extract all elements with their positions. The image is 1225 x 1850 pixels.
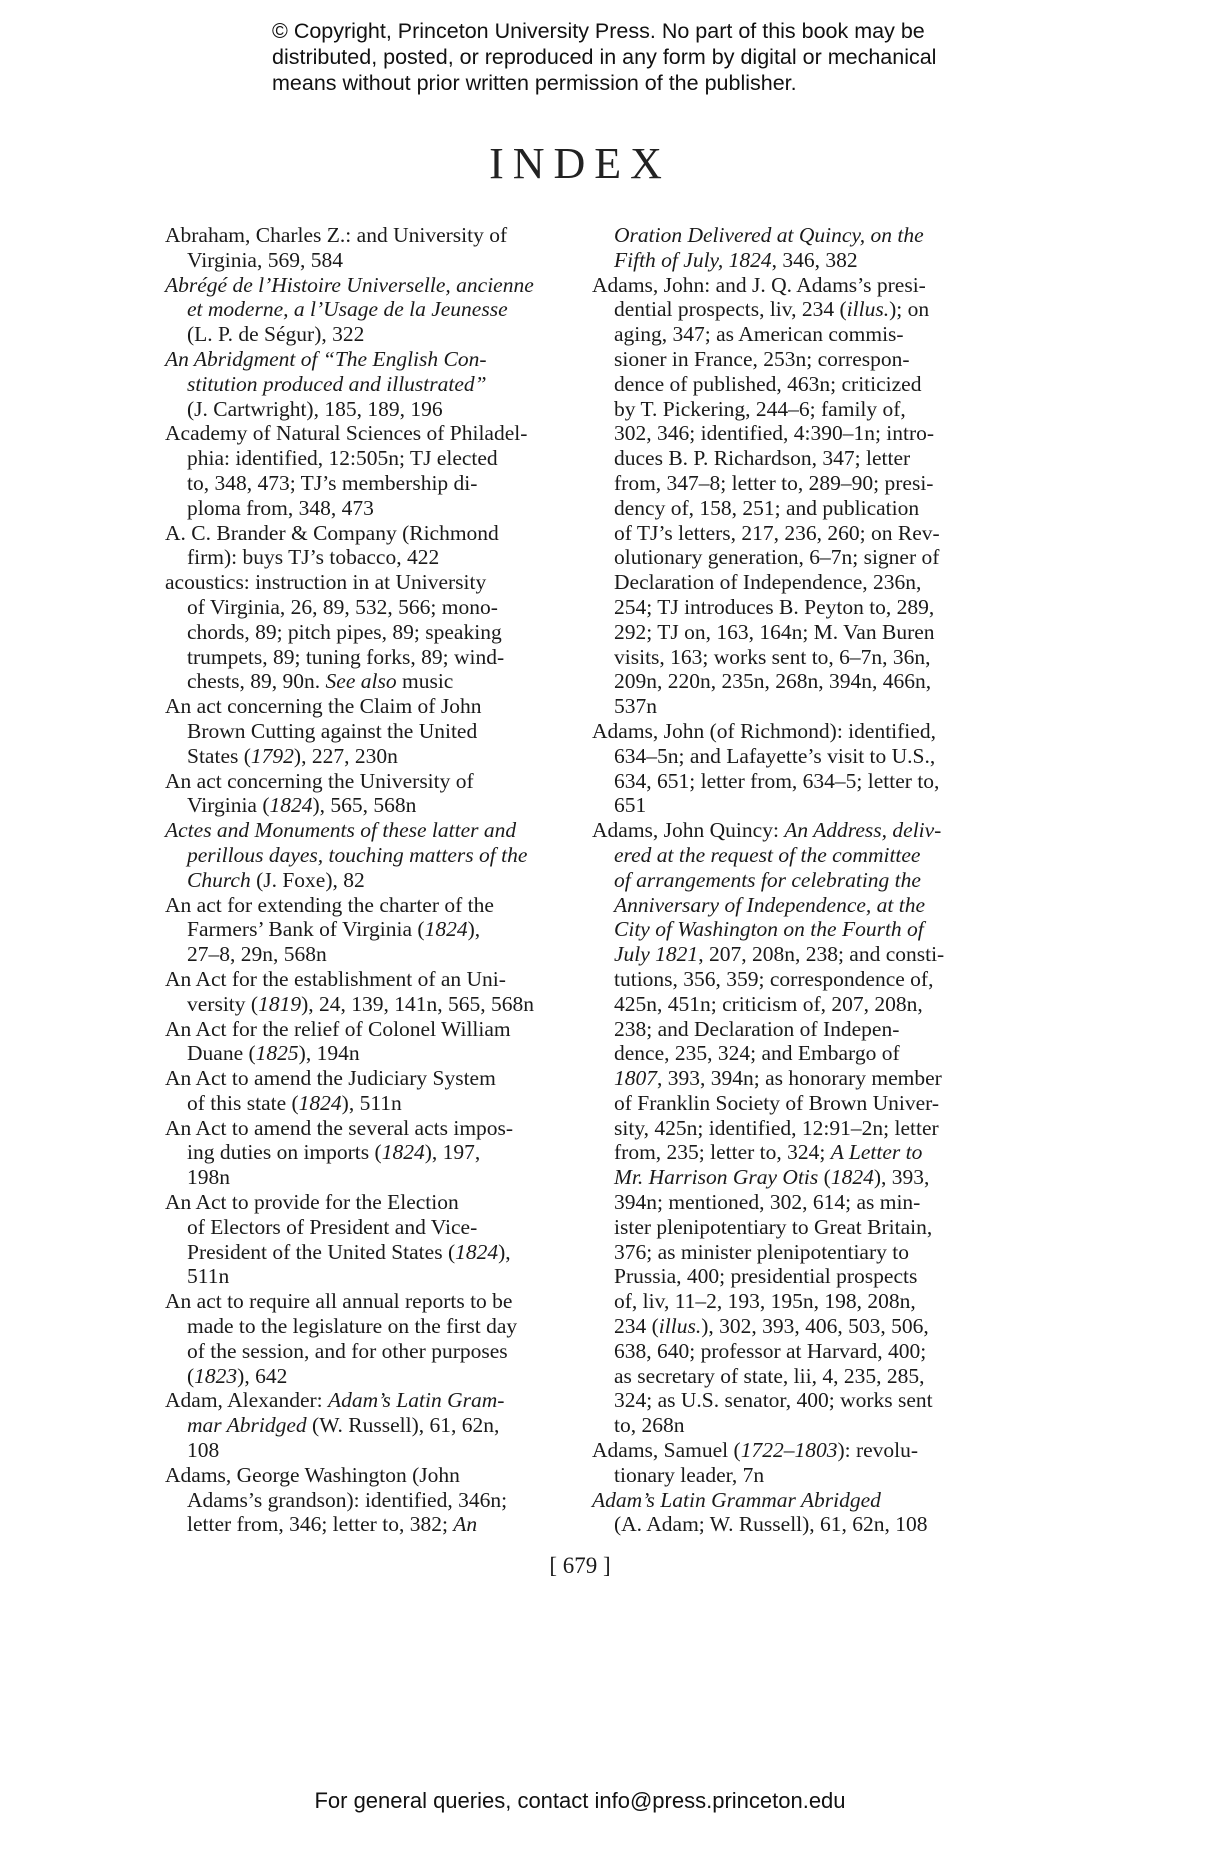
index-column-right — [592, 223, 1012, 1537]
index-text-italic: Church — [187, 867, 251, 892]
index-line — [592, 917, 1012, 942]
index-text: A. C. Brander & Company (Richmond — [165, 520, 499, 545]
index-line — [165, 893, 585, 918]
index-text: chests, 89, 90n. — [187, 669, 326, 694]
index-text: (L. P. de Ségur), 322 — [187, 322, 365, 347]
index-text: from, 347–8; letter to, 289–90; presi- — [614, 470, 934, 495]
index-text: ), 511n — [341, 1090, 402, 1115]
contact-footer: For general queries, contact info@press.princeton.edu — [314, 1788, 846, 1813]
index-line — [165, 397, 585, 422]
index-text: 292; TJ on, 163, 164n; M. Van Buren — [614, 619, 935, 644]
index-line — [592, 397, 1012, 422]
index-line — [165, 1041, 585, 1066]
index-text-italic: of arrangements for celebrating the — [614, 867, 921, 892]
index-text: Adams, John: and J. Q. Adams’s presi- — [592, 272, 926, 297]
index-text: ister plenipotentiary to Great Britain, — [614, 1214, 933, 1239]
index-line — [165, 818, 585, 843]
index-text: Virginia ( — [187, 793, 270, 818]
index-text: (W. Russell), 61, 62n, — [306, 1413, 500, 1438]
index-text-italic: An Address, deliv- — [784, 818, 942, 843]
index-text: ( — [187, 1363, 195, 1388]
page-number: [ 679 ] — [549, 1553, 611, 1578]
index-text: (J. Foxe), 82 — [250, 867, 365, 892]
index-text: ), 393, — [873, 1165, 930, 1190]
index-text-italic: et moderne, a l’Usage de la Jeunesse — [187, 297, 508, 322]
index-line — [592, 1041, 1012, 1066]
index-text: 27–8, 29n, 568n — [187, 942, 327, 967]
index-line — [165, 1017, 585, 1042]
index-line — [165, 1364, 585, 1389]
index-line — [165, 570, 585, 595]
index-line — [592, 645, 1012, 670]
copyright-notice — [272, 18, 1032, 96]
index-text: ), 642 — [237, 1363, 288, 1388]
index-text: 209n, 220n, 235n, 268n, 394n, 466n, — [614, 669, 932, 694]
index-line — [165, 446, 585, 471]
index-text: Farmers’ Bank of Virginia ( — [187, 917, 425, 942]
index-text: of the session, and for other purposes — [187, 1338, 508, 1363]
index-text: An Act to provide for the Election — [165, 1190, 459, 1215]
index-text: of Franklin Society of Brown Univer- — [614, 1090, 939, 1115]
index-line — [592, 1488, 1012, 1513]
index-text: dence, 235, 324; and Embargo of — [614, 1041, 900, 1066]
index-text-italic: 1824 — [381, 1140, 425, 1165]
index-line — [592, 967, 1012, 992]
index-line — [165, 545, 585, 570]
index-text: An act concerning the University of — [165, 768, 474, 793]
index-text: Prussia, 400; presidential prospects — [614, 1264, 918, 1289]
index-text: Academy of Natural Sciences of Philadel- — [165, 421, 528, 446]
index-text: 638, 640; professor at Harvard, 400; — [614, 1338, 927, 1363]
index-line — [592, 1017, 1012, 1042]
index-text: An Act for the establishment of an Uni- — [165, 966, 506, 991]
index-text: States ( — [187, 743, 251, 768]
index-line — [165, 1388, 585, 1413]
index-line — [592, 669, 1012, 694]
index-text: Adams, John (of Richmond): identified, — [592, 718, 936, 743]
index-text: Virginia, 569, 584 — [187, 247, 343, 272]
index-line — [592, 1413, 1012, 1438]
index-line — [165, 521, 585, 546]
index-text-italic: 1824 — [830, 1165, 874, 1190]
index-text: (J. Cartwright), 185, 189, 196 — [187, 396, 443, 421]
index-line — [165, 372, 585, 397]
index-line — [165, 868, 585, 893]
index-line — [592, 893, 1012, 918]
index-text: 254; TJ introduces B. Peyton to, 289, — [614, 594, 935, 619]
index-line — [592, 223, 1012, 248]
index-text: 376; as minister plenipotentiary to — [614, 1239, 909, 1264]
index-line — [165, 1289, 585, 1314]
index-text: sity, 425n; identified, 12:91–2n; letter — [614, 1115, 939, 1140]
index-text: ), 194n — [298, 1041, 360, 1066]
index-text: Duane ( — [187, 1041, 256, 1066]
index-text: ), 24, 139, 141n, 565, 568n — [301, 991, 534, 1016]
index-line — [592, 694, 1012, 719]
index-line — [165, 1066, 585, 1091]
index-line — [165, 322, 585, 347]
index-text: 425n, 451n; criticism of, 207, 208n, — [614, 991, 923, 1016]
index-line — [165, 496, 585, 521]
index-line — [165, 992, 585, 1017]
index-line — [592, 570, 1012, 595]
index-line — [165, 421, 585, 446]
index-text: 634, 651; letter from, 634–5; letter to, — [614, 768, 940, 793]
index-text: versity ( — [187, 991, 259, 1016]
index-text: sioner in France, 253n; correspon- — [614, 346, 910, 371]
index-text-italic: City of Washington on the Fourth of — [614, 917, 924, 942]
index-text: Adam, Alexander: — [165, 1388, 328, 1413]
index-text: An act to require all annual reports to be — [165, 1289, 513, 1314]
index-line — [592, 868, 1012, 893]
index-line — [592, 1165, 1012, 1190]
index-line — [592, 818, 1012, 843]
index-text: An Act to amend the Judiciary System — [165, 1066, 496, 1091]
index-text: ( — [818, 1165, 831, 1190]
index-text: by T. Pickering, 244–6; family of, — [614, 396, 906, 421]
index-line — [165, 1339, 585, 1364]
index-text: visits, 163; works sent to, 6–7n, 36n, — [614, 644, 931, 669]
index-text: Abraham, Charles Z.: and University of — [165, 223, 508, 247]
index-text: of Virginia, 26, 89, 532, 566; mono- — [187, 594, 498, 619]
index-line — [165, 1116, 585, 1141]
index-line — [165, 1488, 585, 1513]
index-text: phia: identified, 12:505n; TJ elected — [187, 446, 498, 471]
index-line — [592, 322, 1012, 347]
index-text: Declaration of Independence, 236n, — [614, 570, 922, 595]
index-text-italic: July 1821 — [614, 942, 699, 967]
index-column-left — [165, 223, 585, 1537]
index-line — [592, 1091, 1012, 1116]
index-text: An Act for the relief of Colonel William — [165, 1016, 511, 1041]
index-text: 324; as U.S. senator, 400; works sent — [614, 1388, 933, 1413]
index-line — [592, 1339, 1012, 1364]
index-text: 238; and Declaration of Indepen- — [614, 1016, 900, 1041]
index-text-italic: A Letter to — [830, 1140, 923, 1165]
index-line — [165, 843, 585, 868]
index-text-italic: 1824 — [424, 917, 468, 942]
index-text: to, 348, 473; TJ’s membership di- — [187, 470, 478, 495]
index-line — [592, 347, 1012, 372]
index-line — [592, 496, 1012, 521]
index-text: An act concerning the Claim of John — [165, 694, 482, 719]
index-text-italic: An — [453, 1512, 478, 1537]
index-line — [592, 1289, 1012, 1314]
index-line — [165, 1165, 585, 1190]
index-line — [592, 521, 1012, 546]
index-line — [592, 1438, 1012, 1463]
index-text: Brown Cutting against the United — [187, 718, 478, 743]
index-text-italic: 1824 — [298, 1090, 342, 1115]
index-text-italic: 1807 — [614, 1066, 657, 1091]
index-line — [592, 719, 1012, 744]
index-text: acoustics: instruction in at University — [165, 570, 487, 595]
index-line — [592, 1264, 1012, 1289]
index-line — [592, 273, 1012, 298]
index-line — [592, 471, 1012, 496]
index-line — [592, 372, 1012, 397]
index-line — [165, 1512, 585, 1537]
index-line — [165, 669, 585, 694]
index-line — [592, 1388, 1012, 1413]
index-text: , 346, 382 — [771, 247, 858, 272]
index-line — [592, 1140, 1012, 1165]
index-line — [165, 744, 585, 769]
index-line — [165, 694, 585, 719]
index-line — [165, 248, 585, 273]
index-text: ); on — [889, 297, 930, 322]
index-text: aging, 347; as American commis- — [614, 322, 904, 347]
index-text: as secretary of state, lii, 4, 235, 285, — [614, 1363, 925, 1388]
index-line — [165, 620, 585, 645]
index-text: chords, 89; pitch pipes, 89; speaking — [187, 619, 502, 644]
index-text-italic: ered at the request of the committee — [614, 842, 921, 867]
index-text-italic: 1825 — [255, 1041, 299, 1066]
index-line — [592, 769, 1012, 794]
index-text: 634–5n; and Lafayette’s visit to U.S., — [614, 743, 936, 768]
index-line — [592, 992, 1012, 1017]
index-text: 537n — [614, 694, 657, 719]
index-line — [592, 1512, 1012, 1537]
index-text: 651 — [614, 793, 647, 818]
index-line — [592, 297, 1012, 322]
index-text: 108 — [187, 1438, 220, 1463]
index-line — [592, 1190, 1012, 1215]
index-text: of TJ’s letters, 217, 236, 260; on Rev- — [614, 520, 940, 545]
index-text-italic: Mr. Harrison Gray Otis — [614, 1165, 819, 1190]
index-line — [165, 1463, 585, 1488]
index-text: letter from, 346; letter to, 382; — [187, 1512, 454, 1537]
index-text-italic: 1824 — [269, 793, 313, 818]
index-text: , 207, 208n, 238; and consti- — [698, 942, 945, 967]
index-text: , 393, 394n; as honorary member — [657, 1066, 942, 1091]
index-line — [165, 1438, 585, 1463]
index-text-italic: Adam’s Latin Grammar Abridged — [592, 1487, 881, 1512]
index-text: ), — [467, 917, 481, 942]
index-line — [592, 942, 1012, 967]
index-text: 302, 346; identified, 4:390–1n; intro- — [614, 421, 935, 446]
index-line — [592, 620, 1012, 645]
index-line — [592, 843, 1012, 868]
index-line — [165, 1140, 585, 1165]
index-text: ), — [498, 1239, 511, 1264]
index-text: made to the legislature on the first day — [187, 1314, 518, 1339]
index-line — [165, 273, 585, 298]
page-title: INDEX — [489, 139, 671, 188]
index-line — [592, 545, 1012, 570]
index-text: from, 235; letter to, 324; — [614, 1140, 831, 1165]
index-text: Adams, Samuel ( — [592, 1438, 741, 1463]
index-line — [165, 1314, 585, 1339]
index-line — [165, 1264, 585, 1289]
index-text-italic: Oration Delivered at Quincy, on the — [614, 223, 924, 247]
index-line — [165, 1413, 585, 1438]
copyright-line: © Copyright, Princeton University Press. No part of this book may be — [272, 19, 925, 43]
index-text-italic: 1824 — [455, 1239, 499, 1264]
index-text: dential prospects, liv, 234 ( — [614, 297, 847, 322]
index-line — [165, 793, 585, 818]
index-text-italic: Adam’s Latin Gram- — [328, 1388, 505, 1413]
index-line — [165, 917, 585, 942]
index-text: of Electors of President and Vice- — [187, 1214, 478, 1239]
index-line — [592, 1215, 1012, 1240]
index-text: of this state ( — [187, 1090, 299, 1115]
index-line — [165, 1190, 585, 1215]
index-line — [592, 446, 1012, 471]
index-text: trumpets, 89; tuning forks, 89; wind- — [187, 644, 505, 669]
index-text: tionary leader, 7n — [614, 1462, 765, 1487]
index-text: Adams’s grandson): identified, 346n; — [187, 1487, 508, 1512]
index-text: Adams, John Quincy: — [592, 818, 785, 843]
index-text: (A. Adam; W. Russell), 61, 62n, 108 — [614, 1512, 928, 1537]
index-text: ), 302, 393, 406, 503, 506, — [701, 1314, 929, 1339]
index-text-italic: An Abridgment of “The English Con- — [165, 346, 487, 371]
index-text: ), 197, — [424, 1140, 481, 1165]
index-line — [592, 1066, 1012, 1091]
index-line — [165, 1215, 585, 1240]
index-text-italic: mar Abridged — [187, 1413, 307, 1438]
index-line — [592, 421, 1012, 446]
index-line — [592, 744, 1012, 769]
index-text: dence of published, 463n; criticized — [614, 371, 922, 396]
index-line — [165, 471, 585, 496]
index-line — [592, 1364, 1012, 1389]
index-text: tutions, 356, 359; correspondence of, — [614, 966, 934, 991]
index-text: ), 227, 230n — [293, 743, 398, 768]
index-text: ): revolu- — [837, 1438, 919, 1463]
copyright-line: distributed, posted, or reproduced in any form by digital or mechanical — [272, 45, 937, 69]
index-line — [165, 223, 585, 248]
index-line — [165, 942, 585, 967]
index-line — [165, 347, 585, 372]
index-line — [165, 645, 585, 670]
index-line — [165, 297, 585, 322]
index-text: music — [396, 669, 454, 694]
index-line — [165, 1240, 585, 1265]
index-text-italic: illus. — [658, 1314, 702, 1339]
index-text-italic: 1823 — [194, 1363, 238, 1388]
index-text-italic: 1792 — [250, 743, 294, 768]
index-line — [592, 1240, 1012, 1265]
index-text: Adams, George Washington (John — [165, 1462, 460, 1487]
index-line — [592, 248, 1012, 273]
index-text: 198n — [187, 1165, 230, 1190]
index-text: ), 565, 568n — [312, 793, 417, 818]
index-line — [592, 1314, 1012, 1339]
index-line — [165, 967, 585, 992]
index-text-italic: Anniversary of Independence, at the — [614, 892, 926, 917]
index-line — [592, 1116, 1012, 1141]
index-text-italic: illus. — [846, 297, 890, 322]
index-text: dency of, 158, 251; and publication — [614, 495, 920, 520]
index-text-italic: perillous dayes, touching matters of the — [187, 842, 528, 867]
index-text: An act for extending the charter of the — [165, 892, 494, 917]
index-text: 394n; mentioned, 302, 614; as min- — [614, 1190, 921, 1215]
index-text: firm): buys TJ’s tobacco, 422 — [187, 545, 440, 570]
index-text: duces B. P. Richardson, 347; letter — [614, 446, 911, 471]
index-text: ploma from, 348, 473 — [187, 495, 374, 520]
index-text: An Act to amend the several acts impos- — [165, 1115, 514, 1140]
index-text: of, liv, 11–2, 193, 195n, 198, 208n, — [614, 1289, 916, 1314]
index-text: 511n — [187, 1264, 230, 1289]
index-line — [165, 769, 585, 794]
index-line — [165, 719, 585, 744]
index-text-italic: 1819 — [258, 991, 302, 1016]
index-text: to, 268n — [614, 1413, 685, 1438]
index-line — [592, 793, 1012, 818]
index-text-italic: 1722–1803 — [740, 1438, 838, 1463]
index-text: 234 ( — [614, 1314, 659, 1339]
index-text: President of the United States ( — [187, 1239, 456, 1264]
index-text-italic: Abrégé de l’Histoire Universelle, ancienne — [165, 272, 534, 297]
index-text-italic: Actes and Monuments of these latter and — [165, 818, 517, 843]
copyright-line: means without prior written permission of the publisher. — [272, 71, 797, 95]
index-line — [592, 595, 1012, 620]
index-line — [165, 595, 585, 620]
index-text: olutionary generation, 6–7n; signer of — [614, 545, 940, 570]
index-text: ing duties on imports ( — [187, 1140, 382, 1165]
index-text-italic: Fifth of July, 1824 — [614, 247, 772, 272]
index-line — [165, 1091, 585, 1116]
index-text-italic: stitution produced and illustrated” — [187, 371, 487, 396]
index-text-italic: See also — [325, 669, 397, 694]
index-line — [592, 1463, 1012, 1488]
